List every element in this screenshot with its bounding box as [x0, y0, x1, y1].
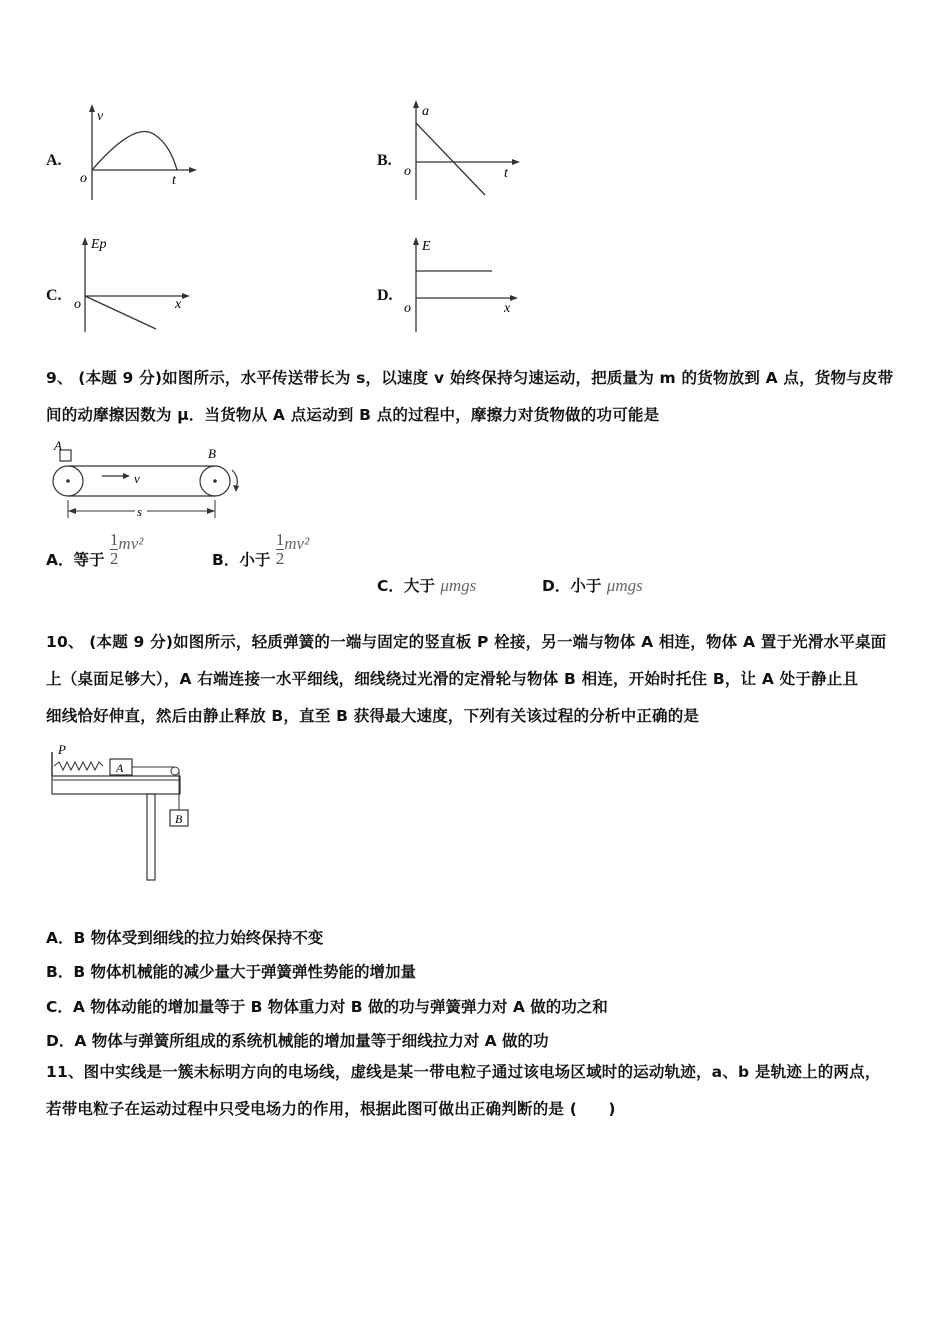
q8-graph-c-ylabel: Ep	[91, 237, 107, 252]
q9-line-1: 9、 (本题 9 分)如图所示，水平传送带长为 s，以速度 v 始终保持匀速运动，把质量为 m 的货物放到 A 点，货物与皮带	[46, 369, 894, 387]
q8-graph-c	[70, 232, 200, 337]
q8-graph-d-xlabel: x	[504, 301, 511, 316]
q9-label-b: B	[208, 446, 216, 461]
q8-graph-b	[400, 95, 530, 205]
q10-line-1: 10、 (本题 9 分)如图所示，轻质弹簧的一端与固定的竖直板 P 栓接，另一端与物体 A 相连，物体 A 置于光滑水平桌面	[46, 633, 887, 651]
q10-stem	[46, 624, 916, 735]
q8-graph-a	[75, 100, 205, 205]
q8-graph-d-ylabel: E	[422, 239, 431, 254]
q9-stem	[46, 360, 916, 434]
q10-option-a: A．B 物体受到细线的拉力始终保持不变	[46, 929, 324, 947]
q9-option-b	[212, 530, 310, 570]
q9-option-c-text: 大于	[403, 577, 435, 595]
q9-option-c-letter: C．	[377, 577, 404, 595]
q8-graph-c-origin: o	[74, 297, 81, 312]
q8-graph-b-origin: o	[404, 164, 411, 179]
q8-graph-a-xlabel: t	[172, 173, 176, 188]
q8-graph-a-ylabel: v	[97, 109, 104, 124]
frac-den: 2	[109, 549, 119, 568]
frac-num: 1	[275, 530, 285, 549]
q9-option-a-text: 等于	[73, 551, 105, 569]
q9-option-d	[542, 574, 643, 596]
q10-label-a: A	[116, 761, 124, 775]
q8-graph-b-ylabel: a	[422, 104, 429, 119]
q8-graph-b-xlabel: t	[504, 166, 508, 181]
q9-option-a-letter: A．	[46, 551, 74, 569]
q11-line-2: 若带电粒子在运动过程中只受电场力的作用，根据此图可做出正确判断的是 ( )	[46, 1100, 616, 1118]
q10-option-b: B．B 物体机械能的减少量大于弹簧弹性势能的增加量	[46, 963, 417, 981]
q9-option-c	[377, 574, 476, 596]
q8-option-a-letter: A.	[46, 152, 62, 169]
q10-label-b: B	[175, 812, 183, 826]
q9-label-s: s	[137, 504, 143, 519]
q9-option-b-formula: mv²	[284, 534, 310, 553]
q9-option-c-formula: μmgs	[440, 576, 477, 595]
q8-option-b-letter: B.	[377, 152, 392, 169]
q8-graph-d-origin: o	[404, 301, 411, 316]
q8-graph-d	[400, 232, 530, 337]
q10-spring-figure	[46, 742, 206, 887]
q11-stem	[46, 1054, 916, 1128]
q11-line-1: 11、图中实线是一簇未标明方向的电场线，虚线是某一带电粒子通过该电场区域时的运动轨迹，a、b 是轨迹上的两点，	[46, 1063, 881, 1081]
q9-option-d-text: 小于	[570, 577, 602, 595]
q9-label-a: A	[54, 440, 62, 453]
q9-option-b-text: 小于	[239, 551, 271, 569]
q9-line-2: 间的动摩擦因数为 μ．当货物从 A 点运动到 B 点的过程中，摩擦力对货物做的功可能是	[46, 406, 660, 424]
q9-option-a	[46, 530, 144, 570]
frac-num: 1	[109, 530, 119, 549]
q8-graph-c-xlabel: x	[175, 297, 182, 312]
q9-option-b-letter: B．	[212, 551, 240, 569]
q10-option-d: D．A 物体与弹簧所组成的系统机械能的增加量等于细线拉力对 A 做的功	[46, 1032, 549, 1050]
q10-line-3: 细线恰好伸直，然后由静止释放 B，直至 B 获得最大速度，下列有关该过程的分析中正确的是	[46, 707, 700, 725]
q10-line-2: 上（桌面足够大），A 右端连接一水平细线，细线绕过光滑的定滑轮与物体 B 相连，开始时托住 B，让 A 处于静止且	[46, 670, 859, 688]
q8-option-c-letter: C.	[46, 287, 62, 304]
q9-option-d-letter: D．	[542, 577, 571, 595]
q8-option-d-letter: D.	[377, 287, 393, 304]
q9-label-v: v	[134, 471, 140, 486]
q10-label-p: P	[58, 742, 66, 757]
q8-graph-a-origin: o	[80, 171, 87, 186]
q9-option-d-formula: μmgs	[606, 576, 643, 595]
q9-conveyor-figure	[46, 440, 256, 525]
q10-option-c: C．A 物体动能的增加量等于 B 物体重力对 B 做的功与弹簧弹力对 A 做的功之和	[46, 998, 608, 1016]
q9-option-a-formula: mv²	[118, 534, 144, 553]
frac-den: 2	[275, 549, 285, 568]
